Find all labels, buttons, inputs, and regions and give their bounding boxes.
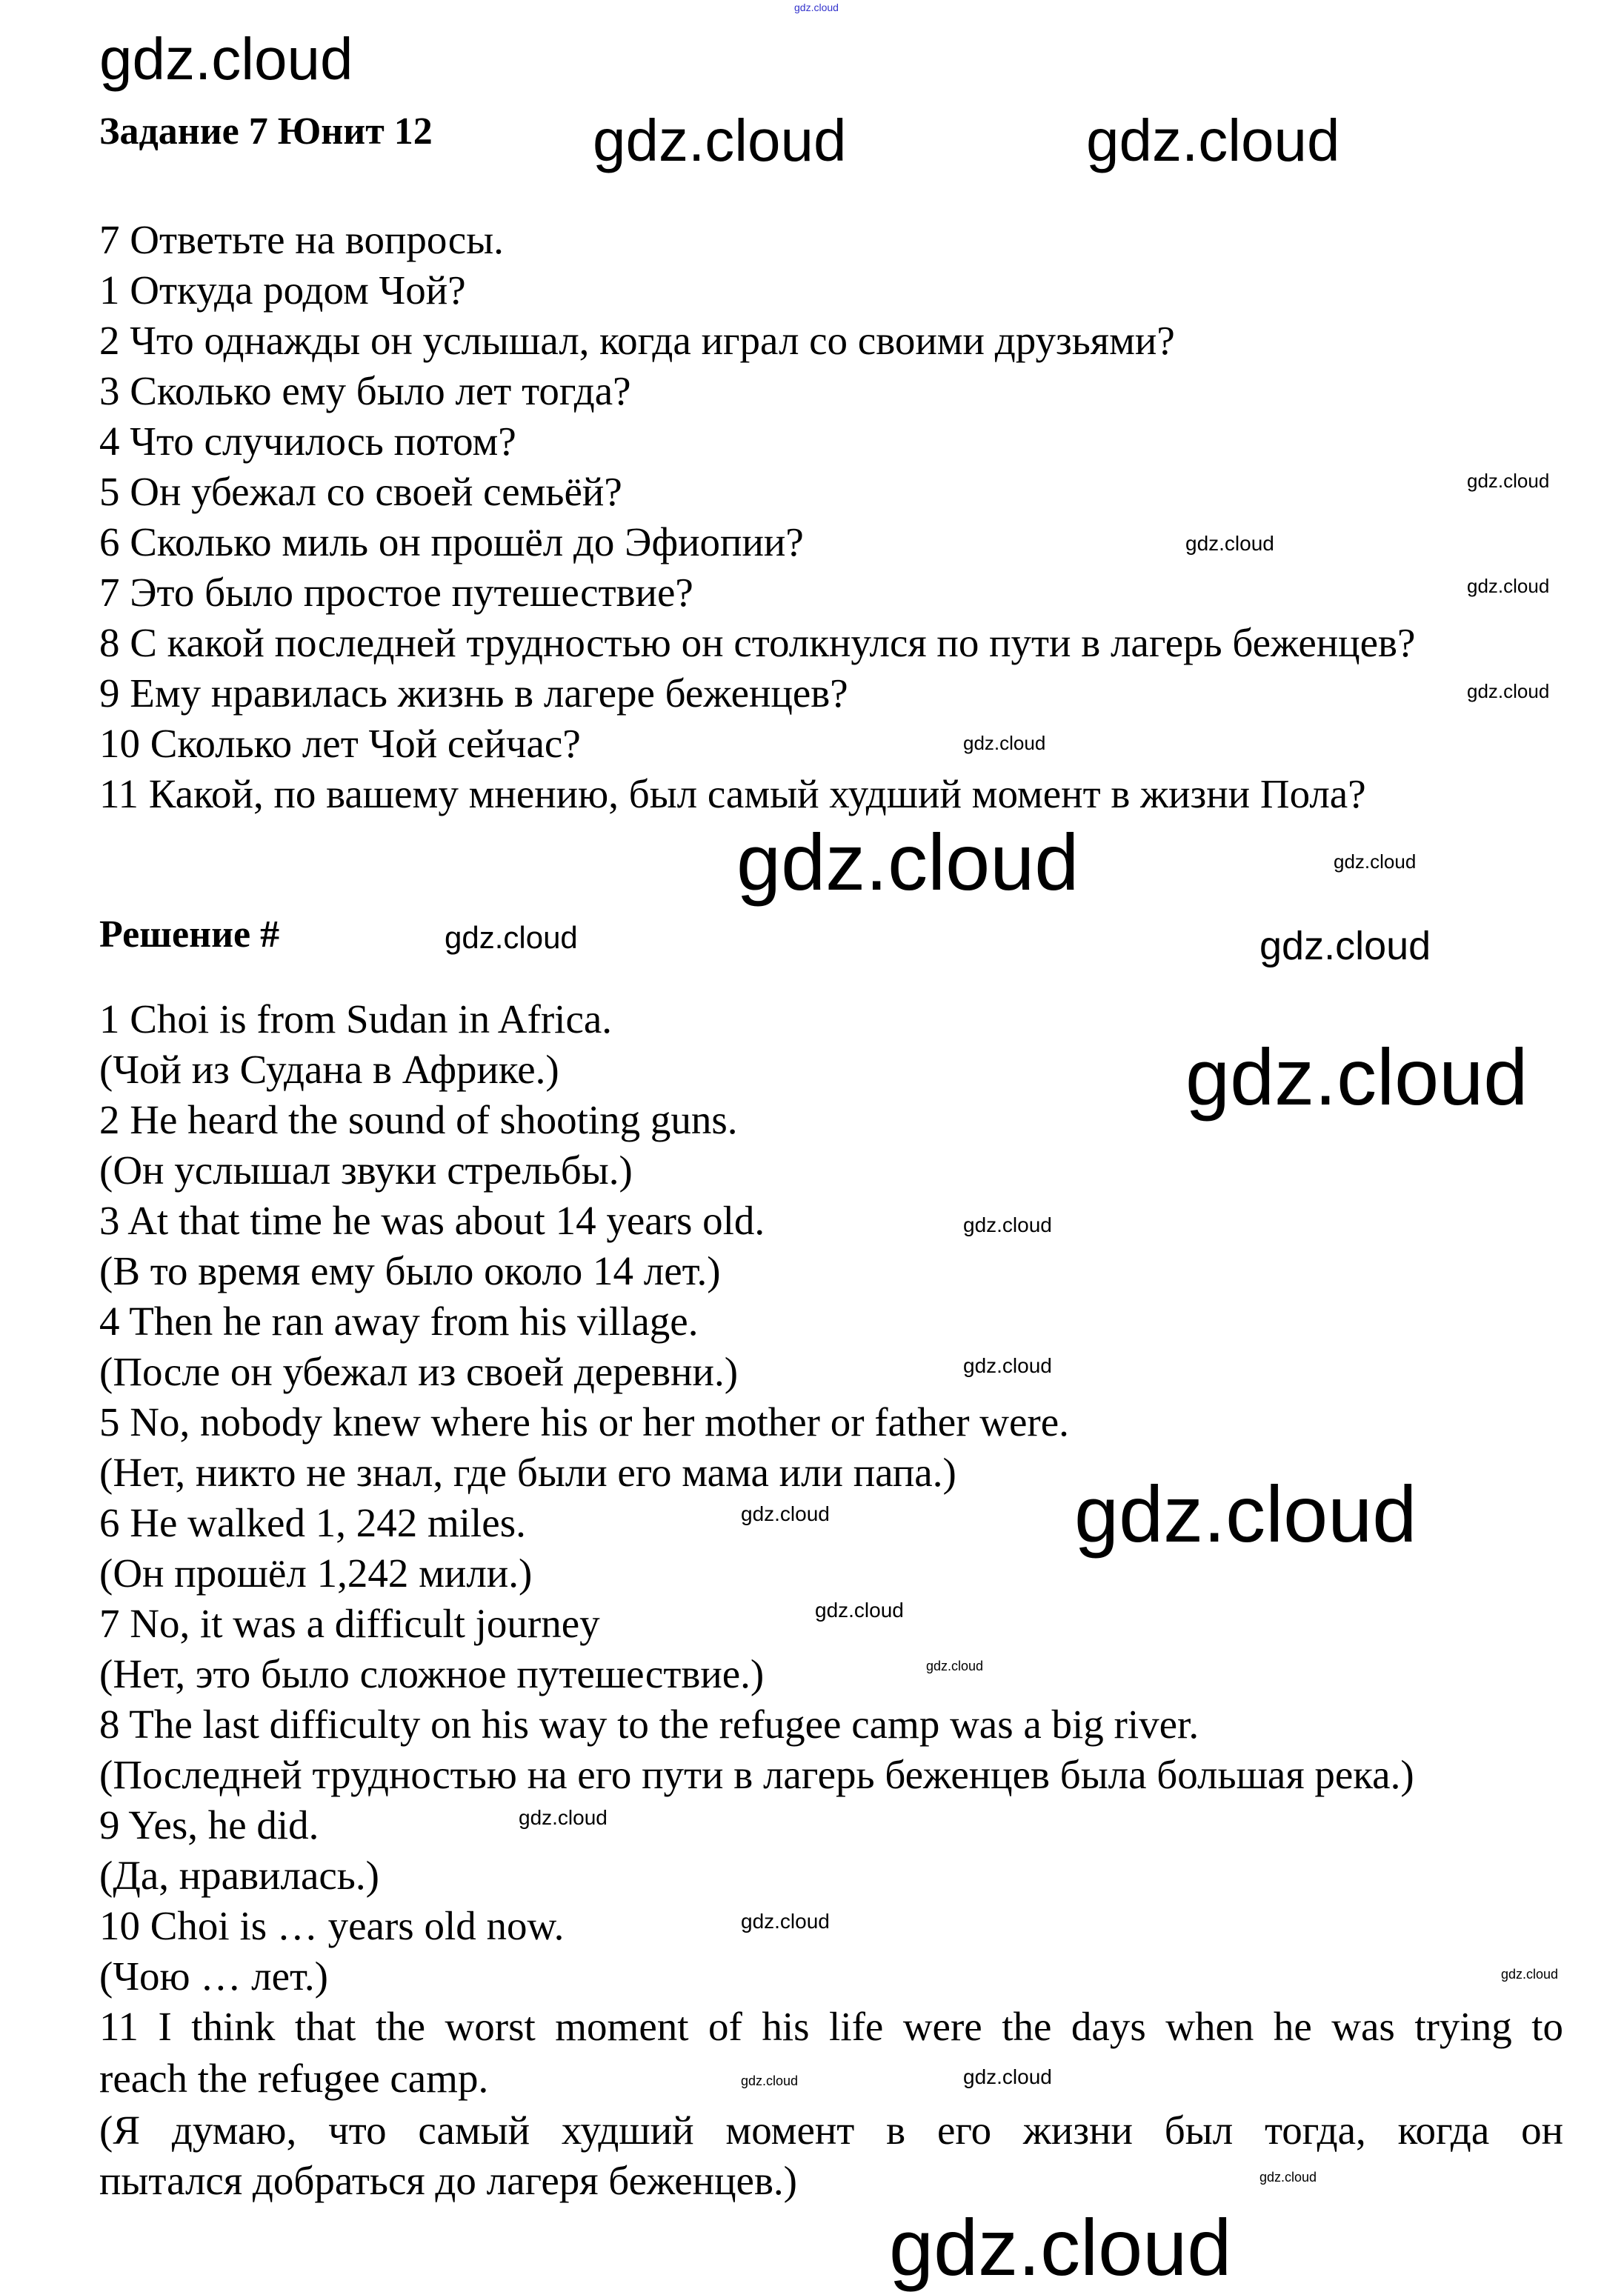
- watermark: gdz.cloud: [99, 26, 353, 92]
- watermark: gdz.cloud: [1334, 850, 1417, 873]
- watermark: gdz.cloud: [1185, 532, 1274, 555]
- watermark: gdz.cloud: [1467, 575, 1550, 597]
- watermark: gdz.cloud: [926, 1659, 984, 1673]
- answer-line: (Он услышал звуки стрельбы.): [99, 1147, 633, 1193]
- answer-line: 3 At that time he was about 14 years old.: [99, 1198, 765, 1243]
- watermark: gdz.cloud: [1467, 470, 1550, 492]
- watermark: gdz.cloud: [1185, 1032, 1528, 1122]
- answer-line: 4 Then he ran away from his village.: [99, 1299, 699, 1344]
- watermark: gdz.cloud: [963, 1213, 1052, 1236]
- answer-line: (Чою … лет.): [99, 1953, 328, 1999]
- watermark: gdz.cloud: [445, 920, 578, 955]
- answer-line: (Я думаю, что самый худший момент в его жизни был тогда, когда он: [99, 2108, 1563, 2153]
- question-item: 4 Что случилось потом?: [99, 419, 516, 464]
- answer-line: (Последней трудностью на его пути в лагерь беженцев была большая река.): [99, 1752, 1414, 1797]
- answer-line: 5 No, nobody knew where his or her mother or father were.: [99, 1399, 1069, 1445]
- watermark: gdz.cloud: [963, 732, 1046, 754]
- answer-line: (В то время ему было около 14 лет.): [99, 1248, 721, 1293]
- answer-line: (Он прошёл 1,242 мили.): [99, 1550, 533, 1596]
- question-item: 8 С какой последней трудностью он столкнулся по пути в лагерь беженцев?: [99, 620, 1416, 665]
- watermark: gdz.cloud: [736, 817, 1079, 907]
- answer-line: (Нет, это было сложное путешествие.): [99, 1651, 765, 1696]
- question-item: 3 Сколько ему было лет тогда?: [99, 368, 631, 413]
- answer-line: 6 He walked 1, 242 miles.: [99, 1500, 526, 1545]
- page-title: Задание 7 Юнит 12: [99, 110, 433, 153]
- answer-line: (Чой из Судана в Африке.): [99, 1047, 559, 1092]
- watermark: gdz.cloud: [1501, 1967, 1559, 1982]
- question-item: 7 Это было простое путешествие?: [99, 570, 693, 615]
- question-item: 5 Он убежал со своей семьёй?: [99, 469, 622, 514]
- question-item: 10 Сколько лет Чой сейчас?: [99, 721, 581, 766]
- answer-line: reach the refugee camp.: [99, 2056, 489, 2101]
- answer-line: 11 I think that the worst moment of his life were the days when he was trying to: [99, 2004, 1563, 2049]
- question-item: 9 Ему нравилась жизнь в лагере беженцев?: [99, 670, 848, 716]
- question-item: 1 Откуда родом Чой?: [99, 267, 466, 313]
- question-item: 11 Какой, по вашему мнению, был самый худший момент в жизни Пола?: [99, 771, 1366, 816]
- watermark: gdz.cloud: [1086, 107, 1340, 173]
- watermark: gdz.cloud: [1259, 2170, 1317, 2185]
- question-item: 6 Сколько миль он прошёл до Эфиопии?: [99, 519, 804, 564]
- watermark: gdz.cloud: [741, 2073, 799, 2088]
- answer-line: (Нет, никто не знал, где были его мама или папа.): [99, 1450, 956, 1495]
- answer-line: 7 No, it was a difficult journey: [99, 1601, 600, 1646]
- question-item: 2 Что однажды он услышал, когда играл со своими друзьями?: [99, 318, 1175, 363]
- answer-line: (После он убежал из своей деревни.): [99, 1349, 739, 1394]
- watermark: gdz.cloud: [963, 2065, 1052, 2088]
- answer-line: 2 He heard the sound of shooting guns.: [99, 1097, 738, 1142]
- top-watermark: gdz.cloud: [794, 1, 839, 13]
- answer-line: (Да, нравилась.): [99, 1853, 379, 1898]
- watermark: gdz.cloud: [889, 2202, 1232, 2292]
- answer-line: 1 Choi is from Sudan in Africa.: [99, 996, 613, 1042]
- watermark: gdz.cloud: [519, 1806, 608, 1829]
- watermark: gdz.cloud: [1467, 680, 1550, 702]
- watermark: gdz.cloud: [741, 1502, 830, 1525]
- watermark: gdz.cloud: [815, 1599, 904, 1622]
- task-instruction: 7 Ответьте на вопросы.: [99, 217, 504, 262]
- answer-line: 9 Yes, he did.: [99, 1802, 319, 1848]
- watermark: gdz.cloud: [1259, 924, 1431, 968]
- answer-line: 8 The last difficulty on his way to the refugee camp was a big river.: [99, 1702, 1199, 1747]
- watermark: gdz.cloud: [1074, 1469, 1417, 1559]
- watermark: gdz.cloud: [741, 1910, 830, 1933]
- watermark: gdz.cloud: [593, 107, 847, 173]
- answer-line: пытался добраться до лагеря беженцев.): [99, 2158, 797, 2203]
- watermark: gdz.cloud: [963, 1354, 1052, 1377]
- answer-line: 10 Choi is … years old now.: [99, 1903, 565, 1948]
- solution-heading: Решение #: [99, 913, 280, 956]
